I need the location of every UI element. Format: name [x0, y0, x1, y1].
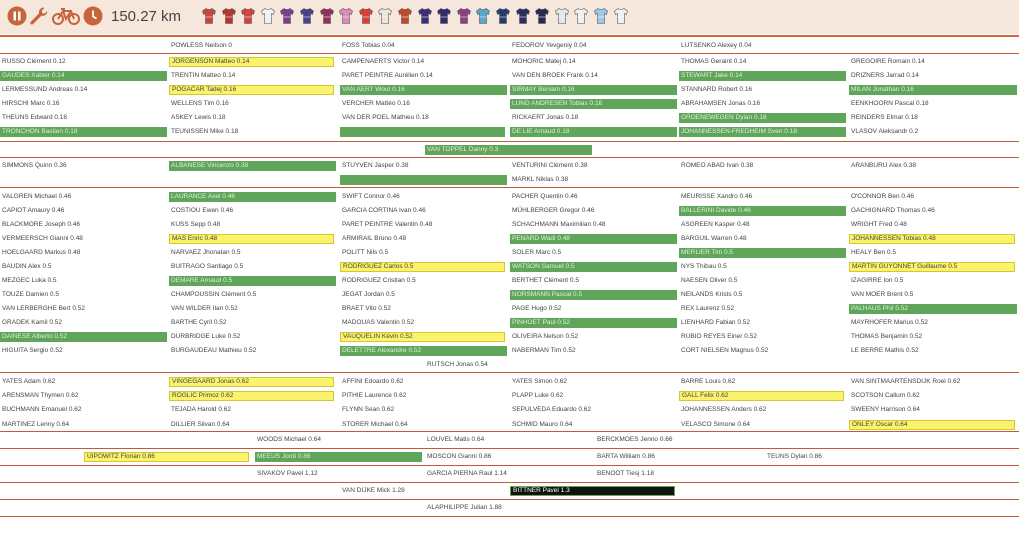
rider-cell[interactable]: MEZGEC Luka 0.5 — [2, 277, 57, 284]
group-divider — [0, 53, 1019, 54]
rider-cell-highlighted[interactable]: UIPOWITZ Florian 0.86 — [84, 452, 249, 462]
rider-cell-green[interactable]: ALBANESE Vincenzo 0.38 — [169, 161, 336, 171]
rider-cell[interactable]: PITHIE Laurence 0.62 — [342, 392, 407, 399]
rider-cell[interactable]: PAGE Hugo 0.52 — [512, 305, 562, 312]
rider-cell[interactable]: SWIFT Connor 0.46 — [342, 193, 400, 200]
rider-cell[interactable]: VAN DIJKE Mick 1.28 — [342, 487, 405, 494]
rider-cell[interactable]: MOSCON Gianni 0.86 — [427, 453, 492, 460]
rider-cell-green[interactable]: GROENEWEGEN Dylan 0.18 — [679, 113, 846, 123]
rider-cell[interactable]: BERTHET Clément 0.5 — [512, 277, 579, 284]
team-jersey-icon[interactable] — [339, 8, 353, 24]
rider-cell[interactable]: VAN SINTMAARTENSDIJK Roel 0.62 — [851, 378, 961, 385]
rider-cell[interactable]: ABRAHAMSEN Jonas 0.16 — [681, 100, 761, 107]
team-jersey-icon[interactable] — [574, 8, 588, 24]
top-divider — [0, 35, 1019, 37]
rider-cell[interactable]: STORER Michael 0.64 — [342, 421, 408, 428]
rider-cell[interactable]: BLACKMORE Joseph 0.46 — [2, 221, 81, 228]
rider-cell[interactable]: THEUNS Edward 0.18 — [2, 114, 68, 121]
rider-cell[interactable]: STANNARD Robert 0.16 — [681, 86, 753, 93]
rider-cell-green[interactable]: PINHOET Paul 0.52 — [510, 318, 677, 328]
rider-cell[interactable]: CORT NIELSEN Magnus 0.52 — [681, 347, 769, 354]
group-divider — [0, 431, 1019, 432]
rider-cell-green[interactable]: MILAN Jonathan 0.16 — [849, 85, 1017, 95]
rider-cell-green[interactable]: DELETTRE Alexandre 0.52 — [340, 346, 507, 356]
rider-cell[interactable]: GACHIGNARD Thomas 0.46 — [851, 207, 935, 214]
rider-cell[interactable]: BERCKMOES Jenno 0.66 — [597, 436, 673, 443]
team-jersey-icon[interactable] — [496, 8, 510, 24]
team-jersey-icon[interactable] — [280, 8, 294, 24]
rider-cell-green[interactable]: VAN AERT Wout 0.16 — [340, 85, 507, 95]
rider-cell[interactable]: FEDOROV Yevgeniy 0.04 — [512, 42, 587, 49]
rider-cell-green[interactable]: SIRMAY Beniam 0.16 — [510, 85, 677, 95]
rider-cell[interactable]: LOUVEL Matis 0.64 — [427, 436, 485, 443]
rider-cell[interactable]: POWLESS Neilson 0 — [171, 42, 233, 49]
rider-cell[interactable]: ASKEY Lewis 0.18 — [171, 114, 226, 121]
group-divider — [0, 448, 1019, 449]
team-jersey-icon[interactable] — [535, 8, 549, 24]
rider-cell-highlighted[interactable]: GALL Felix 0.62 — [679, 391, 844, 401]
rider-cell[interactable]: VERMEERSCH Gianni 0.48 — [2, 235, 83, 242]
rider-cell[interactable]: GRADEK Kamil 0.52 — [2, 319, 62, 326]
rider-cell[interactable]: DRIZNERS Jarrad 0.14 — [851, 72, 919, 79]
gap-bar — [340, 127, 505, 137]
rider-cell[interactable]: RUSSO Clément 0.12 — [2, 58, 66, 65]
rider-cell[interactable]: DILLIER Silvan 0.64 — [171, 421, 230, 428]
rider-cell[interactable]: BARRE Louis 0.62 — [681, 378, 736, 385]
rider-cell[interactable]: POLITT Nils 0.5 — [342, 249, 389, 256]
rider-cell-green[interactable]: TRONCHON Bastien 0.18 — [0, 127, 167, 137]
rider-cell-green[interactable]: DE LIE Arnaud 0.18 — [510, 127, 677, 137]
rider-cell[interactable]: STUYVEN Jasper 0.38 — [342, 162, 409, 169]
rider-cell-highlighted[interactable]: JORGENSON Matteo 0.14 — [169, 57, 334, 67]
rider-cell[interactable]: FOSS Tobias 0.04 — [342, 42, 395, 49]
rider-cell[interactable]: LIENHARD Fabian 0.52 — [681, 319, 751, 326]
rider-cell-green[interactable]: LAURANCE Axel 0.46 — [169, 192, 336, 202]
rider-cell[interactable]: BAUDIN Alex 0.5 — [2, 263, 52, 270]
rider-cell[interactable]: THOMAS Geraint 0.14 — [681, 58, 747, 65]
toolbar — [0, 0, 1019, 34]
rider-cell-green[interactable]: GAUDES Xabier 0.14 — [0, 71, 167, 81]
rider-cell[interactable]: FLYNN Sean 0.62 — [342, 406, 395, 413]
rider-cell[interactable]: ROMEO ABAD Ivan 0.38 — [681, 162, 754, 169]
rider-cell[interactable]: ARMIRAIL Bruno 0.48 — [342, 235, 407, 242]
rider-cell[interactable]: NARVAEZ Jhonatan 0.5 — [171, 249, 241, 256]
rider-cell[interactable]: WOODS Michael 0.64 — [257, 436, 321, 443]
rider-cell[interactable]: LE BERRE Mathis 0.52 — [851, 347, 919, 354]
rider-cell[interactable]: YATES Simon 0.62 — [512, 378, 568, 385]
distance-readout: 150.27 km — [111, 8, 182, 25]
rider-cell[interactable]: VLASOV Aleksandr 0.2 — [851, 128, 919, 135]
rider-cell[interactable]: REX Laurenz 0.52 — [681, 305, 735, 312]
rider-cell[interactable]: SIMMONS Quinn 0.36 — [2, 162, 67, 169]
rider-cell-highlighted[interactable]: POGACAR Tadej 0.16 — [169, 85, 334, 95]
rider-cell-highlighted[interactable]: ROGLIC Primoz 0.62 — [169, 391, 334, 401]
rider-cell[interactable]: BURGAUDEAU Mathieu 0.52 — [171, 347, 257, 354]
rider-cell[interactable]: VAN WILDER Ilan 0.52 — [171, 305, 238, 312]
rider-cell[interactable]: WELLENS Tim 0.16 — [171, 100, 229, 107]
rider-cell[interactable]: AFFINI Edoardo 0.62 — [342, 378, 404, 385]
group-divider — [0, 141, 1019, 142]
rider-cell[interactable]: GARCIA PIERNA Raul 1.14 — [427, 470, 507, 477]
rider-cell[interactable]: SCOTSON Callum 0.62 — [851, 392, 920, 399]
rider-cell-green[interactable]: DEMARE Arnaud 0.5 — [169, 276, 336, 286]
rider-cell[interactable]: BRAET Vito 0.52 — [342, 305, 391, 312]
rider-cell[interactable]: GREGOIRE Romain 0.14 — [851, 58, 925, 65]
rider-cell[interactable]: SCHMID Mauro 0.64 — [512, 421, 573, 428]
team-jersey-icon[interactable] — [202, 8, 216, 24]
rider-cell[interactable]: HIRSCHI Marc 0.16 — [2, 100, 60, 107]
rider-cell[interactable]: VENTURINI Clément 0.38 — [512, 162, 588, 169]
group-divider — [0, 482, 1019, 483]
rider-cell[interactable]: OLIVEIRA Nelson 0.52 — [512, 333, 579, 340]
rider-cell[interactable]: IZAGIRRE Ion 0.5 — [851, 277, 904, 284]
team-jersey-icon[interactable] — [594, 8, 608, 24]
rider-cell-green[interactable]: MERLIER Tim 0.5 — [679, 248, 846, 258]
rider-cell[interactable]: PLAPP Luke 0.62 — [512, 392, 564, 399]
rider-cell[interactable]: CHAMPOUSSIN Clément 0.5 — [171, 291, 257, 298]
rider-cell[interactable]: TEJADA Harold 0.62 — [171, 406, 231, 413]
rider-cell[interactable]: VAN DER POEL Mathieu 0.18 — [342, 114, 429, 121]
rider-cell[interactable]: MARKL Niklas 0.38 — [512, 176, 569, 183]
rider-cell[interactable]: MEURISSE Xandro 0.46 — [681, 193, 753, 200]
rider-cell[interactable]: TEUNISSEN Mike 0.18 — [171, 128, 239, 135]
team-jersey-icon[interactable] — [398, 8, 412, 24]
team-jersey-icon[interactable] — [418, 8, 432, 24]
wrench-icon[interactable] — [29, 6, 49, 26]
group-divider — [0, 499, 1019, 500]
team-jersey-icon[interactable] — [437, 8, 451, 24]
rider-cell[interactable]: BENOOT Tiesj 1.18 — [597, 470, 654, 477]
rider-cell[interactable]: PACHER Quentin 0.46 — [512, 193, 578, 200]
team-jersey-icon[interactable] — [300, 8, 314, 24]
rider-cell-green[interactable]: STEWART Jake 0.14 — [679, 71, 846, 81]
rider-cell[interactable]: REINDERS Elmar 0.18 — [851, 114, 918, 121]
rider-cell[interactable]: NEILANDS Krists 0.5 — [681, 291, 743, 298]
rider-cell[interactable]: CAPIOT Amaury 0.46 — [2, 207, 65, 214]
rider-cell-green[interactable]: LUND ANDRESEN Tobias 0.16 — [510, 99, 677, 109]
team-jersey-icon[interactable] — [516, 8, 530, 24]
rider-cell[interactable]: VAN MOER Brent 0.5 — [851, 291, 914, 298]
rider-cell[interactable]: ARANBURU Alex 0.38 — [851, 162, 917, 169]
team-jersey-icon[interactable] — [555, 8, 569, 24]
rider-cell-green[interactable]: PENARD Wadi 0.48 — [510, 234, 677, 244]
rider-cell-green[interactable]: MEEUS Jordi 0.86 — [255, 452, 422, 462]
rider-cell[interactable]: MADOUAS Valentin 0.52 — [342, 319, 415, 326]
rider-cell[interactable]: TEUNS Dylan 0.86 — [767, 453, 822, 460]
rider-cell[interactable]: SCHACHMANN Maximilian 0.48 — [512, 221, 606, 228]
rider-cell[interactable]: RUBIO REYES Einer 0.52 — [681, 333, 757, 340]
rider-cell-highlighted[interactable]: VAUQUELIN Kévin 0.52 — [340, 332, 505, 342]
rider-cell[interactable]: BARTA William 0.86 — [597, 453, 655, 460]
rider-cell-green[interactable]: JOHANNESSEN-FREDHEIM Sven 0.18 — [679, 127, 846, 137]
rider-cell[interactable]: BARGUIL Warren 0.48 — [681, 235, 747, 242]
rider-cell[interactable]: RODRIGUEZ Cristian 0.5 — [342, 277, 416, 284]
rider-cell[interactable]: ASGREEN Kasper 0.48 — [681, 221, 750, 228]
rider-cell[interactable]: LERMESSUND Andreas 0.14 — [2, 86, 88, 93]
rider-cell[interactable]: THOMAS Benjamin 0.52 — [851, 333, 923, 340]
rider-cell[interactable]: LUTSENKO Alexey 0.04 — [681, 42, 752, 49]
rider-cell[interactable]: NAESEN Oliver 0.5 — [681, 277, 738, 284]
group-divider — [0, 157, 1019, 158]
team-jersey-icon[interactable] — [359, 8, 373, 24]
rider-cell-green[interactable]: DAINESE Alberto 0.52 — [0, 332, 167, 342]
team-jersey-icon[interactable] — [261, 8, 275, 24]
rider-cell-green[interactable]: BALLERINI Davide 0.46 — [679, 206, 846, 216]
rider-cell-highlighted[interactable]: ONLEY Oscar 0.64 — [849, 420, 1015, 430]
rider-cell[interactable]: HIGUITA Sergio 0.52 — [2, 347, 63, 354]
rider-cell[interactable]: BARTHE Cyril 0.52 — [171, 319, 227, 326]
rider-cell[interactable]: NYS Thibau 0.5 — [681, 263, 727, 270]
rider-cell[interactable]: PARET PEINTRE Valentin 0.48 — [342, 221, 433, 228]
rider-cell[interactable]: JOHANNESSEN Anders 0.62 — [681, 406, 767, 413]
rider-cell[interactable]: YATES Adam 0.62 — [2, 378, 56, 385]
bike-icon[interactable] — [52, 6, 80, 26]
rider-cell[interactable]: SOLER Marc 0.5 — [512, 249, 562, 256]
rider-cell[interactable]: ARENSMAN Thymen 0.62 — [2, 392, 79, 399]
team-jersey-icon[interactable] — [241, 8, 255, 24]
clock-icon[interactable] — [83, 6, 103, 26]
rider-cell[interactable]: WRIGHT Fred 0.48 — [851, 221, 907, 228]
rider-cell[interactable]: HEALY Ben 0.5 — [851, 249, 896, 256]
team-jersey-icon[interactable] — [457, 8, 471, 24]
rider-cell[interactable]: TRENTIN Matteo 0.14 — [171, 72, 236, 79]
group-divider — [0, 465, 1019, 466]
rider-cell[interactable]: MOHORIC Matej 0.14 — [512, 58, 576, 65]
rider-cell-green[interactable]: VAN TOPPEL Danny 0.3 — [425, 145, 592, 155]
rider-cell[interactable]: SEPULVEDA Eduardo 0.62 — [512, 406, 592, 413]
rider-cell[interactable]: VAN DEN BROEK Frank 0.14 — [512, 72, 598, 79]
rider-cell[interactable]: O'CONNOR Ben 0.46 — [851, 193, 915, 200]
rider-cell-green[interactable]: NORSMANN Pascal 0.5 — [510, 290, 677, 300]
rider-cell[interactable]: BUITRAGO Santiago 0.5 — [171, 263, 244, 270]
pause-icon[interactable] — [7, 6, 27, 26]
rider-cell[interactable]: BUCHMANN Emanuel 0.62 — [2, 406, 82, 413]
rider-cell[interactable]: NABERMAN Tim 0.52 — [512, 347, 576, 354]
rider-cell[interactable]: SWEENY Harrison 0.64 — [851, 406, 920, 413]
rider-cell[interactable]: MARTINEZ Lenny 0.64 — [2, 421, 70, 428]
rider-cell-highlighted[interactable]: MAS Enric 0.48 — [169, 234, 334, 244]
team-jersey-icon[interactable] — [476, 8, 490, 24]
rider-cell-green[interactable]: PALHAUS Phil 0.52 — [849, 304, 1017, 314]
rider-cell[interactable]: JEGAT Jordan 0.5 — [342, 291, 395, 298]
rider-cell[interactable]: GARCIA CORTINA Ivan 0.46 — [342, 207, 426, 214]
rider-cell-highlighted[interactable]: MARTIN GUYONNET Guillaume 0.5 — [849, 262, 1015, 272]
rider-cell[interactable]: RICKAERT Jonas 0.18 — [512, 114, 579, 121]
rider-cell-green[interactable]: WATSON Samuel 0.5 — [510, 262, 677, 272]
team-jersey-icon[interactable] — [222, 8, 236, 24]
rider-cell[interactable]: KUSS Sepp 0.48 — [171, 221, 221, 228]
rider-cell-highlighted[interactable]: JOHANNESSEN Tobias 0.48 — [849, 234, 1015, 244]
rider-cell[interactable]: SIVAKOV Pavel 1.12 — [257, 470, 318, 477]
rider-cell-highlighted[interactable]: RODRIGUEZ Carlos 0.5 — [340, 262, 505, 272]
rider-cell[interactable]: DURBRIDGE Luke 0.52 — [171, 333, 241, 340]
rider-cell[interactable]: PARET PEINTRE Aurélien 0.14 — [342, 72, 433, 79]
rider-cell[interactable]: COSTIOU Ewen 0.46 — [171, 207, 234, 214]
rider-cell[interactable]: TOUZE Damien 0.5 — [2, 291, 59, 298]
rider-cell[interactable]: ALAPHILIPPE Julian 1.88 — [427, 504, 502, 511]
rider-cell[interactable]: VALGREN Michael 0.46 — [2, 193, 72, 200]
rider-cell-selected[interactable]: BITTNER Pavel 1.3 — [510, 486, 675, 496]
team-jersey-icon[interactable] — [614, 8, 628, 24]
group-divider — [0, 187, 1019, 188]
rider-cell[interactable]: CAMPENAERTS Victor 0.14 — [342, 58, 425, 65]
gap-bar — [340, 175, 505, 185]
rider-cell[interactable]: MÜHLBERGER Gregor 0.46 — [512, 207, 595, 214]
group-divider — [0, 516, 1019, 517]
rider-cell[interactable]: MAYRHOFER Marius 0.52 — [851, 319, 928, 326]
team-jersey-icon[interactable] — [320, 8, 334, 24]
rider-cell[interactable]: EENKHOORN Pascal 0.18 — [851, 100, 929, 107]
rider-cell[interactable]: VAN LERBERGHE Bert 0.52 — [2, 305, 85, 312]
rider-cell[interactable]: HOELGAARD Markus 0.48 — [2, 249, 81, 256]
rider-cell[interactable]: VERCHER Mattéo 0.16 — [342, 100, 410, 107]
group-divider — [0, 372, 1019, 373]
rider-cell[interactable]: VELASCO Simone 0.64 — [681, 421, 751, 428]
team-jersey-icon[interactable] — [378, 8, 392, 24]
rider-cell-highlighted[interactable]: VINGEGAARD Jonas 0.62 — [169, 377, 334, 387]
rider-cell[interactable]: RUTSCH Jonas 0.54 — [427, 361, 488, 368]
